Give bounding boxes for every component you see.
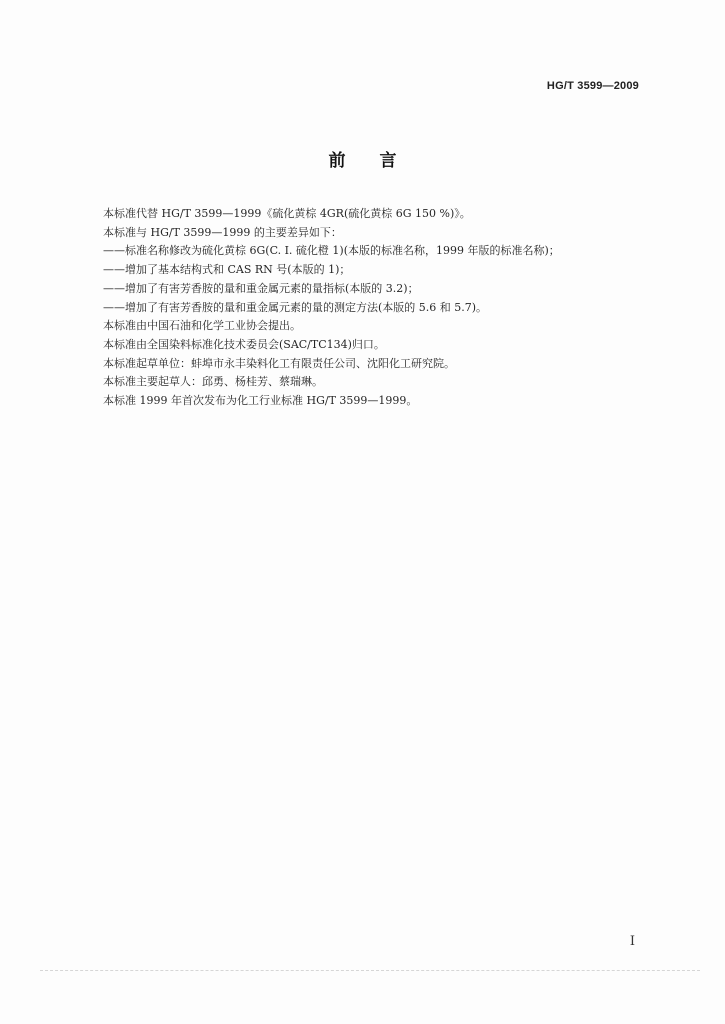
list-item-difference: ——增加了基本结构式和 CAS RN 号(本版的 1)； — [103, 263, 351, 277]
foreword-body — [103, 205, 663, 411]
paragraph-replaces: 本标准代替 HG/T 3599—1999《硫化黄棕 4GR(硫化黄棕 6G 150 %)》。 — [103, 207, 471, 220]
paragraph-proposer: 本标准由中国石油和化学工业协会提出。 — [103, 319, 301, 333]
list-item-difference: ——增加了有害芳香胺的量和重金属元素的量的测定方法(本版的 5.6 和 5.7)。 — [103, 300, 488, 314]
paragraph-drafting-units: 本标准起草单位：蚌埠市永丰染料化工有限责任公司、沈阳化工研究院。 — [103, 356, 455, 370]
list-item-difference: ——标准名称修改为硫化黄棕 6G(C. I. 硫化橙 1)(本版的标准名称，1999 年版的标准名称)； — [103, 244, 560, 258]
standard-code: HG/T 3599—2009 — [546, 80, 639, 92]
paragraph-differences-intro: 本标准与 HG/T 3599—1999 的主要差异如下： — [103, 225, 342, 239]
list-item-difference: ——增加了有害芳香胺的量和重金属元素的量指标(本版的 3.2)； — [103, 281, 419, 295]
paragraph-drafters: 本标准主要起草人：邱勇、杨桂芳、蔡瑞琳。 — [103, 375, 323, 389]
paragraph-committee: 本标准由全国染料标准化技术委员会(SAC/TC134)归口。 — [103, 337, 385, 351]
page-number: I — [629, 934, 635, 949]
paragraph-first-issue: 本标准 1999 年首次发布为化工行业标准 HG/T 3599—1999。 — [103, 394, 418, 408]
page-title: 前言 — [328, 151, 431, 171]
footer-divider — [40, 970, 700, 971]
